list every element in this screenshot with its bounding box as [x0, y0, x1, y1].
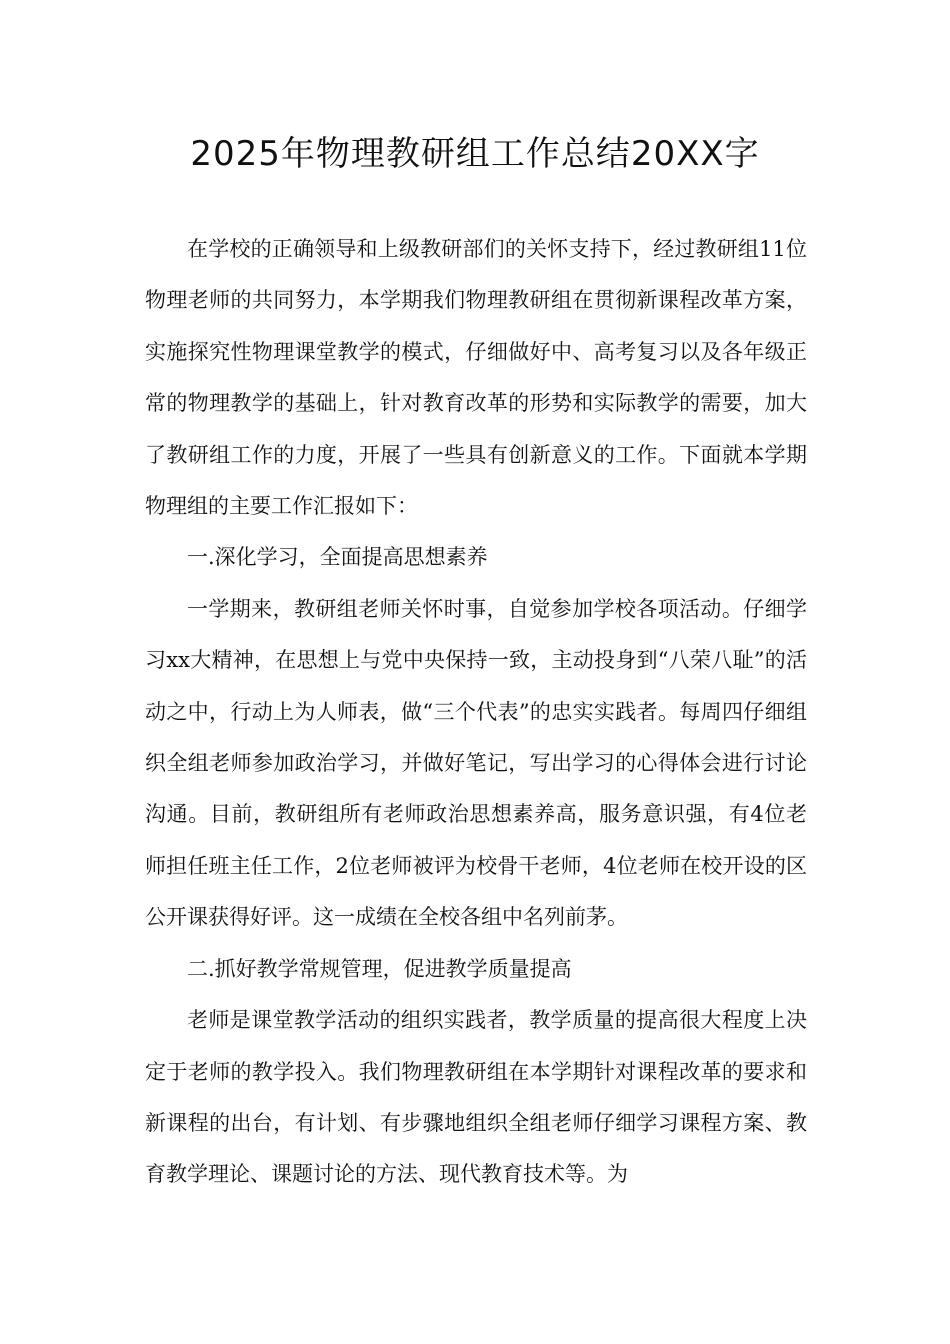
section-heading-2: 二.抓好教学常规管理，促进教学质量提高: [187, 956, 572, 981]
section-heading-1: 一.深化学习，全面提高思想素养: [187, 545, 488, 570]
document-title: 2025年物理教研组工作总结20XX字: [190, 134, 760, 174]
paragraph-intro: 在学校的正确领导和上级教研部们的关怀支持下，经过教研组11位物理老师的共同努力，本学期我们物理教研组在贯彻新课程改革方案，实施探究性物理课堂教学的模式，仔细做好中、高考复习以及各年级正常的物理教学的基础上，针对教育改革的形势和实际教学的需要，加大了教研组工作的力度，开展了一些具有创新意义的工作。下面就本学期物理组的主要工作汇报如下：: [145, 237, 807, 519]
document-body: [145, 224, 807, 1201]
paragraph-section-1: 一学期来，教研组老师关怀时事，自觉参加学校各项活动。仔细学习xx大精神，在思想上与党中央保持一致，主动投身到“八荣八耻”的活动之中，行动上为人师表，做“三个代表”的忠实实践者。每周四仔细组织全组老师参加政治学习，并做好笔记，写出学习的心得体会进行讨论沟通。目前，教研组所有老师政治思想素养高，服务意识强，有4位老师担任班主任工作，2位老师被评为校骨干老师，4位老师在校开设的区公开课获得好评。这一成绩在全校各组中名列前茅。: [145, 596, 807, 930]
paragraph-section-2: 老师是课堂教学活动的组织实践者，教学质量的提高很大程度上决定于老师的教学投入。我们物理教研组在本学期针对课程改革的要求和新课程的出台，有计划、有步骤地组织全组老师仔细学习课程方案、教育教学理论、课题讨论的方法、现代教育技术等。为: [145, 1008, 807, 1187]
